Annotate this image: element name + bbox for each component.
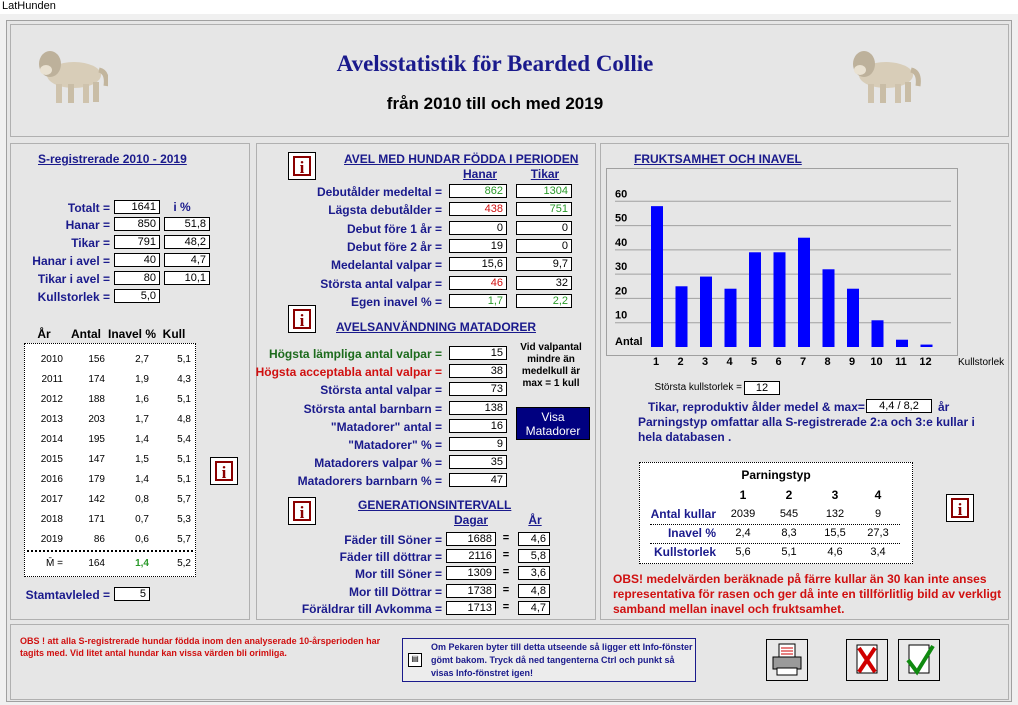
chart-bar [847,289,859,347]
stamtavleled-label: Stamtavleled = [25,588,110,602]
info-button-parning[interactable]: i [946,494,974,522]
table-cell: 2013 [40,414,63,425]
table-cell: 1,5 [135,454,149,465]
parning-cell: 132 [825,508,845,520]
chart-y-tick-label: 10 [615,309,628,322]
largest-litter-value: 12 [744,381,780,395]
repro-value: 4,4 / 8,2 [866,399,932,413]
bearded-collie-left-image [36,42,108,106]
breeding-tikar-value: 751 [516,202,572,216]
breeding-hanar-value: 862 [449,184,507,198]
equals-sign: = [502,566,510,579]
chart-bar [749,252,761,347]
parning-type-header: 3 [831,488,839,502]
generation-years-value: 4,8 [518,584,550,598]
matador-label: Största antal valpar = [320,383,442,398]
table-cell: 0,7 [135,514,149,525]
breeding-hanar-value: 19 [449,239,507,253]
generation-label: Fäder till Söner = [344,533,442,547]
table-cell: 2016 [40,474,63,485]
parning-cell: 2039 [730,508,756,520]
table-row [25,410,195,430]
chart-bar [872,320,884,347]
breeding-hanar-value: 1,7 [449,294,507,308]
parning-row-separator [650,524,900,525]
parning-cell: 3,4 [870,546,886,558]
matador-label: Högsta acceptabla antal valpar = [255,365,442,380]
breeding-label: Debutålder medeltal = [316,185,442,199]
generation-days-value: 1309 [446,566,496,580]
chart-bar [651,206,663,347]
breeding-label: Medelantal valpar = [330,258,442,273]
generation-label: Mor till Döttrar = [348,584,442,599]
window-title-bar [0,0,1018,14]
col-tikar: Tikar [530,167,560,181]
registered-pct: 10,1 [164,271,210,285]
registered-pct: 51,8 [164,217,210,231]
matador-value: 35 [449,455,507,469]
table-row [25,490,195,510]
breeding-hanar-value: 46 [449,276,507,290]
table-row [25,530,195,550]
breeding-tikar-value: 2,2 [516,294,572,308]
table-cell: 174 [88,374,105,385]
cancel-x-icon [847,640,887,680]
registered-label: Hanar = [65,218,110,232]
table-cell: 5,7 [177,534,191,545]
matadors-heading: AVELSANVÄNDNING MATADORER [336,320,536,334]
parning-row-label: Kullstorlek [653,545,716,559]
table-cell: 5,1 [177,354,191,365]
parning-cell: 9 [874,508,882,520]
table-cell: 203 [88,414,105,425]
stamtavleled-value: 5 [114,587,150,601]
pointer-icon: ▤ [408,653,422,667]
equals-sign: = [502,549,510,562]
breeding-hanar-value: 15,6 [449,257,507,271]
matador-value: 138 [449,401,507,415]
table-row [25,450,195,470]
chart-bar [676,286,688,347]
matadors-note: Vid valpantal mindre än medelkull är max = 1 kull [520,342,582,389]
registered-value: 850 [114,217,160,231]
largest-litter-label: Största kullstorlek = [654,382,742,393]
table-cell: 4,3 [177,374,191,385]
table-cell: 4,8 [177,414,191,425]
mean-separator [27,550,193,552]
registered-label: Hanar i avel = [32,254,110,268]
chart-x-tick-label: 8 [824,356,831,368]
table-cell: 2017 [40,494,63,505]
parning-title: Parningstyp [741,468,811,482]
table-row [25,470,195,490]
col-ar: År [528,513,542,527]
table-cell: 1,4 [135,474,149,485]
table-cell: 5,1 [177,474,191,485]
breeding-hanar-value: 0 [449,221,507,235]
chart-x-tick-label: 2 [677,356,684,368]
parning-cell: 8,3 [781,527,797,539]
col-header-count: Antal [71,327,101,341]
matador-value: 38 [449,364,507,378]
repro-label: Tikar, reproduktiv ålder medel & max= [648,400,865,414]
matador-value: 9 [449,437,507,451]
ok-button[interactable] [898,639,940,681]
table-cell: 142 [88,494,105,505]
info-button-breeding[interactable]: i [288,152,316,180]
generation-years-value: 4,7 [518,601,550,615]
parning-cell: 27,3 [867,527,889,539]
col-header-inbreeding: Inavel % [108,327,157,341]
breeding-tikar-value: 0 [516,221,572,235]
table-cell: 5,7 [177,494,191,505]
table-row [25,510,195,530]
registered-value: 5,0 [114,289,160,303]
matador-label: Matadorers valpar % = [314,456,442,471]
parning-type-header: 4 [874,488,882,502]
info-button-generation[interactable]: i [288,497,316,525]
breeding-tikar-value: 32 [516,276,572,290]
parning-table [639,462,913,564]
registered-label: Totalt = [67,201,110,215]
chart-bar [823,269,835,347]
table-row [25,350,195,370]
col-header-litter: Kull [162,327,186,341]
litter-size-chart [606,168,958,356]
breeding-label: Debut före 1 år = [346,221,442,236]
chart-x-axis-label: Kullstorlek [958,357,1005,368]
table-cell: 1,9 [135,374,149,385]
parning-row-separator [650,543,900,544]
cancel-button[interactable] [846,639,888,681]
table-cell: 2015 [40,454,63,465]
generation-label: Mor till Söner = [354,567,442,582]
matador-label: "Matadorer" antal = [330,419,442,434]
parning-cell: 4,6 [827,546,843,558]
matador-value: 47 [449,473,507,487]
year-table [24,343,196,577]
footer-note: OBS ! att alla S-registrerade hundar födda inom den analyserade 10-årsperioden har tagits med. Vid litet antal hundar kan vissa värden bli orimliga. [20,636,381,658]
parning-row-label: Inavel % [667,526,716,540]
parning-row-label: Antal kullar [650,507,716,521]
breeding-tikar-value: 1304 [516,184,572,198]
chart-y-tick-label: 30 [615,261,628,274]
breeding-label: Största antal valpar = [320,276,442,291]
checkmark-icon [899,640,939,680]
parning-cell: 545 [779,508,799,520]
table-cell: 2019 [40,534,63,545]
show-matadors-label: Visa Matadorer [525,410,581,438]
matador-value: 73 [449,382,507,396]
chart-y-tick-label: 60 [615,188,628,201]
parning-cell: 15,5 [824,527,846,539]
pointer-info-box [402,638,696,682]
chart-bar [896,340,908,347]
chart-bar [725,289,737,347]
generation-years-value: 5,8 [518,549,550,563]
breeding-tikar-value: 9,7 [516,257,572,271]
mean-cell: 5,2 [177,558,191,569]
generation-heading: GENERATIONSINTERVALL [358,498,512,512]
matador-label: Största antal barnbarn = [303,401,442,416]
breeding-label: Lägsta debutålder = [328,203,442,218]
equals-sign: = [502,532,510,544]
repro-unit: år [938,400,950,414]
page-subtitle: från 2010 till och med 2019 [386,94,604,113]
equals-sign: = [502,600,510,613]
mean-cell: 164 [88,558,105,569]
mean-row [25,554,195,574]
chart-x-tick-label: 4 [726,356,733,368]
generation-years-value: 3,6 [518,566,550,580]
chart-x-tick-label: 1 [652,356,660,368]
table-row [25,390,195,410]
table-cell: 171 [88,514,105,525]
table-cell: 147 [88,454,105,465]
breeding-hanar-value: 438 [449,202,507,216]
parning-cell: 5,6 [735,546,751,558]
print-button[interactable] [766,639,808,681]
chart-x-tick-label: 6 [775,356,782,368]
chart-y-axis-label: Antal [615,336,643,348]
chart-x-tick-label: 11 [895,356,907,368]
chart-svg [607,169,957,355]
page-title: Avelsstatistik för Bearded Collie [336,51,654,76]
generation-days-value: 2116 [446,549,496,563]
chart-bar [700,277,712,347]
chart-y-tick-label: 40 [615,236,628,249]
table-cell: 1,7 [135,414,149,425]
parning-type-header: 2 [785,488,793,502]
table-cell: 0,8 [135,494,149,505]
table-cell: 2011 [41,374,63,385]
table-cell: 5,3 [177,514,191,525]
table-cell: 195 [88,434,105,445]
table-cell: 5,1 [177,394,191,405]
table-cell: 2,7 [135,354,149,365]
table-cell: 2014 [40,434,63,445]
table-cell: 0,6 [135,534,149,545]
chart-bar [921,345,933,347]
registered-label: Kullstorlek = [37,290,110,304]
info-button-left[interactable]: i [210,457,238,485]
table-cell: 179 [88,474,105,485]
breeding-tikar-value: 0 [516,239,572,253]
mean-cell: 1,4 [135,558,149,569]
chart-x-tick-label: 7 [799,356,807,368]
breeding-label: Debut före 2 år = [346,239,442,254]
table-row [25,370,195,390]
chart-x-tick-label: 5 [750,356,758,368]
mean-cell: M̄ = [46,558,63,569]
parning-cell: 2,4 [735,527,751,539]
col-dagar: Dagar [453,513,488,527]
generation-days-value: 1713 [446,601,496,615]
chart-bar [798,238,810,347]
registered-label: Tikar i avel = [37,272,110,286]
table-cell: 5,4 [177,434,191,445]
printer-icon [767,640,807,680]
pct-header: i % [173,200,191,214]
table-cell: 2010 [40,354,63,365]
chart-x-tick-label: 9 [848,356,856,368]
registered-value: 80 [114,271,160,285]
table-cell: 1,6 [135,394,149,405]
chart-y-tick-label: 50 [615,212,628,225]
generation-days-value: 1738 [446,584,496,598]
registered-label: Tikar = [71,236,110,250]
col-hanar: Hanar [462,167,497,181]
info-button-matadors[interactable]: i [288,305,316,333]
matador-label: Högsta lämpliga antal valpar = [268,347,442,361]
registered-value: 1641 [114,200,160,214]
generation-days-value: 1688 [446,532,496,546]
parning-warning: OBS! medelvärden beräknade på färre kullar än 30 kan inte anses representativa för rasen och ger då inte en tillförlitlig bild av verkligt samband mellan inavel och fruktsamhet. [613,572,1002,616]
matador-label: "Matadorer" % = [348,438,442,452]
matador-value: 15 [449,346,507,360]
generation-label: Fäder till döttrar = [339,550,442,565]
table-cell: 188 [88,394,105,405]
parning-note: Parningstyp omfattar alla S-registrerade 2:a och 3:e kullar i hela databasen . [638,415,975,444]
pointer-info-text: Om Pekaren byter till detta utseende så ligger ett Info-fönster gömt bakom. Tryck då ned tangenterna Ctrl och punkt så visas Info-fönstret igen! [431,642,693,678]
registered-value: 791 [114,235,160,249]
registered-pct: 4,7 [164,253,210,267]
breeding-heading: AVEL MED HUNDAR FÖDDA I PERIODEN [344,152,579,166]
table-cell: 5,1 [177,454,191,465]
chart-x-tick-label: 12 [919,356,932,368]
table-cell: 2018 [40,514,63,525]
table-cell: 156 [88,354,105,365]
equals-sign: = [502,583,510,596]
generation-years-value: 4,6 [518,532,550,546]
table-cell: 2012 [40,394,63,405]
chart-x-tick-label: 3 [701,356,709,368]
window-title: LatHunden [2,0,56,12]
fertility-heading: FRUKTSAMHET OCH INAVEL [634,152,802,166]
bearded-collie-right-image [850,42,922,106]
show-matadors-button[interactable] [516,407,590,440]
table-cell: 86 [93,534,105,545]
generation-label: Föräldrar till Avkomma = [301,601,442,616]
chart-y-tick-label: 20 [615,285,628,298]
parning-cell: 5,1 [781,546,797,558]
table-row [25,430,195,450]
matador-label: Matadorers barnbarn % = [297,474,442,489]
breeding-label: Egen inavel % = [350,294,442,309]
table-cell: 1,4 [135,434,149,445]
matador-value: 16 [449,419,507,433]
registered-pct: 48,2 [164,235,210,249]
chart-x-tick-label: 10 [870,356,883,368]
registered-heading: S-registrerade 2010 - 2019 [38,152,187,166]
chart-bar [774,252,786,347]
registered-value: 40 [114,253,160,267]
col-header-year: År [37,327,51,341]
parning-type-header: 1 [739,488,747,502]
